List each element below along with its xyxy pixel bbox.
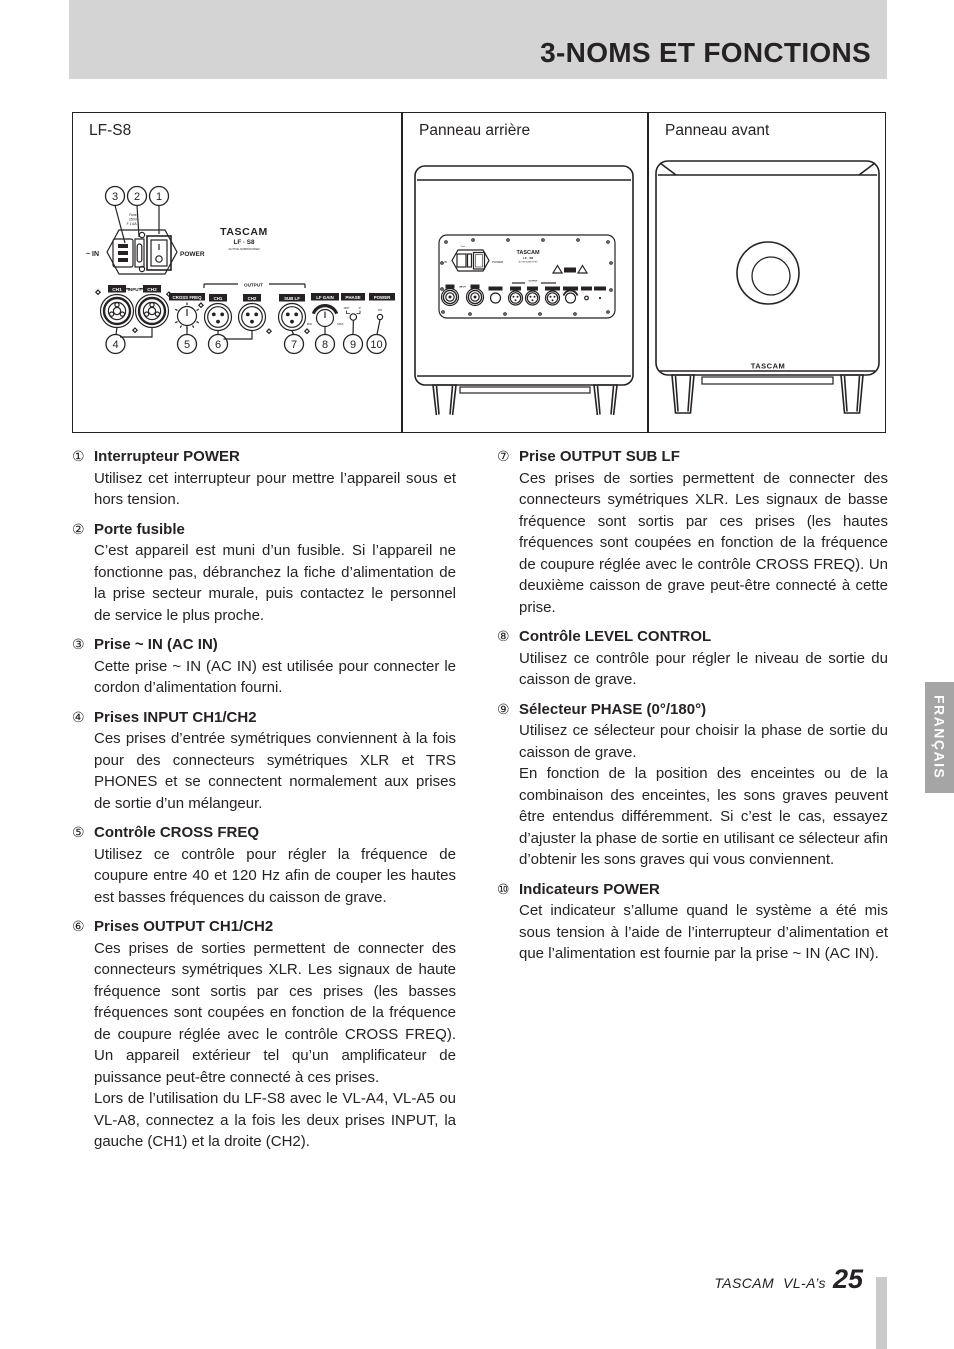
footer-product: VL-A’s — [783, 1275, 826, 1291]
item-number: ③ — [72, 636, 85, 652]
figure-section-label: LF-S8 — [89, 122, 132, 139]
svg-text:TASCAM: TASCAM — [516, 250, 540, 256]
item-paragraph: Cet indicateur s’allume quand le système a été mis sous tension à l’aide de l’interrupteur d’alimentation et que l’alimentation est fournie par la prise ~ IN (AC IN). — [519, 902, 888, 962]
item-title: Prise ~ IN (AC IN) — [94, 636, 218, 653]
item-paragraph: C’est appareil est muni d’un fusible. Si l’appareil ne fonctionne pas, débranchez la fiche d’alimentation de la prise secteur murale, puis contactez le personnel de service le plus proche. — [94, 542, 456, 624]
svg-text:MAX: MAX — [337, 322, 344, 326]
callout-8 — [316, 335, 335, 354]
diagram-connector-panel — [73, 131, 401, 433]
svg-text:CH1: CH1 — [112, 287, 122, 293]
diagram-rear-view — [403, 113, 647, 415]
figure-section-label: Panneau avant — [665, 122, 770, 139]
ac-in-label: ~ IN — [86, 251, 100, 258]
svg-text:5: 5 — [183, 339, 191, 351]
item-paragraph: Cette prise ~ IN (AC IN) est utilisée pour connecter le cordon d’alimentation fourni. — [94, 657, 456, 696]
front-tascam-logo: TASCAM — [750, 361, 786, 371]
item-title: Porte fusible — [94, 520, 185, 538]
footer-corner-bar — [876, 1277, 887, 1349]
item-paragraph: Ces prises de sorties permettent de connecter des connecteurs symétriques XLR. Les signaux de haute fréquence sont sortis par ces prises (les basses fréquences sont coupées en fonction de la fréquence de coupure réglée avec le contrôle CROSS FREQ). Un appareil extérieur tel qu’un amplificateur de puissance peut-être connecté à ces prises. — [94, 939, 456, 1086]
svg-text:3: 3 — [111, 191, 119, 203]
svg-text:LF · S8: LF · S8 — [233, 239, 255, 246]
function-item — [72, 634, 456, 699]
svg-text:8: 8 — [321, 339, 329, 351]
item-number: ④ — [72, 708, 85, 725]
figure-box — [72, 112, 886, 433]
input-jack-ch1 — [101, 295, 134, 328]
figure-section-rear-panel — [403, 113, 647, 432]
callout-6 — [209, 335, 228, 354]
item-title: Indicateurs POWER — [519, 880, 660, 898]
bottom-port-slot — [460, 387, 590, 393]
chapter-header-bar — [69, 0, 887, 79]
speaker-port — [737, 242, 799, 304]
item-title: Contrôle LEVEL CONTROL — [519, 628, 712, 645]
svg-text:LF · S8: LF · S8 — [522, 256, 534, 260]
svg-text:POWER: POWER — [373, 294, 391, 300]
power-indicator — [369, 293, 395, 320]
item-title: Prises OUTPUT CH1/CH2 — [94, 918, 274, 935]
function-item — [72, 519, 456, 627]
power-label: POWER — [180, 251, 205, 258]
warning-label — [553, 266, 587, 274]
page-footer — [500, 1264, 863, 1295]
svg-text:~ IN: ~ IN — [441, 260, 447, 264]
item-paragraph: Lors de l’utilisation du LF-S8 avec le VL-A4, VL-A5 ou VL-A8, connectez a la fois les deux prises INPUT, la gauche (CH1) et la droite (CH2). — [94, 1090, 456, 1150]
svg-text:PHASE: PHASE — [345, 294, 361, 300]
callout-5 — [178, 335, 197, 354]
svg-text:CH2: CH2 — [247, 295, 257, 301]
cabinet-feet-front — [672, 375, 863, 413]
item-paragraph: En fonction de la position des enceintes ou de la combinaison des enceintes, les sons graves peuvent être entendus différemment. Si c’est le cas, essayez d’ajuster la phase de sortie en utilisant ce sélecteur afin d’obtenir les sons graves qui vous conviennent. — [519, 765, 888, 868]
figure-section-lf-s8 — [73, 113, 401, 432]
function-item — [72, 446, 456, 511]
svg-text:TASCAM: TASCAM — [220, 226, 268, 238]
item-paragraph: Ces prises d’entrée symétriques conviennent à la fois pour des connecteurs symétriques XLR et TRS PHONES et se connectent normalement aux prises de sortie d’un mélangeur. — [94, 730, 456, 812]
diagram-front-view — [649, 113, 883, 415]
figure-section-label: Panneau arrière — [419, 122, 531, 139]
output-labels — [204, 283, 305, 302]
item-title: Sélecteur PHASE (0°/180°) — [519, 700, 707, 718]
svg-text:OUTPUT: OUTPUT — [528, 280, 538, 283]
footer-brand: TASCAM — [714, 1275, 775, 1291]
item-paragraph: Utilisez ce sélecteur pour choisir la phase de sortie du caisson de grave. — [519, 722, 888, 761]
ac-inlet-assembly — [107, 230, 177, 274]
item-paragraph: Utilisez ce contrôle pour régler le niveau de sortie du caisson de grave. — [519, 649, 888, 688]
output-jack-sub-lf — [279, 304, 306, 331]
cabinet-rear — [415, 166, 633, 385]
bottom-port-slot — [702, 377, 833, 384]
svg-text:250V: 250V — [129, 217, 137, 222]
svg-text:CROSS FREQ: CROSS FREQ — [172, 294, 202, 300]
svg-text:LF GAIN: LF GAIN — [316, 294, 334, 300]
cabinet-front — [656, 161, 879, 375]
item-paragraph: Utilisez cet interrupteur pour mettre l’appareil sous et hors tension. — [94, 469, 456, 508]
callout-7 — [285, 335, 304, 354]
svg-text:SUB LF: SUB LF — [284, 295, 300, 301]
callout-1 — [150, 187, 169, 206]
item-number: ⑥ — [72, 918, 85, 934]
item-number: ⑧ — [497, 628, 510, 644]
output-jack-ch1 — [205, 304, 232, 331]
svg-text:INPUT: INPUT — [127, 286, 142, 292]
mini-ac-inlet — [452, 250, 489, 271]
item-title: Prises INPUT CH1/CH2 — [94, 708, 257, 726]
item-number: ⑤ — [72, 824, 85, 840]
phase-selector — [341, 293, 365, 324]
page-number: 25 — [832, 1264, 863, 1294]
svg-text:Fuse: Fuse — [460, 246, 466, 248]
svg-text:7: 7 — [290, 339, 298, 351]
recessed-panel — [439, 235, 615, 318]
lf-gain-control — [307, 293, 344, 327]
svg-text:ON: ON — [377, 308, 383, 312]
text-column-left — [72, 446, 456, 1161]
svg-text:1: 1 — [155, 191, 163, 203]
item-title: Prise OUTPUT SUB LF — [519, 448, 680, 465]
function-item — [497, 446, 888, 618]
item-paragraph: Utilisez ce contrôle pour régler la fréquence de coupure entre 40 et 120 Hz afin de couper les hautes est basses fréquences du caisson de grave. — [94, 845, 456, 906]
input-labels — [108, 285, 161, 293]
item-title: Contrôle CROSS FREQ — [94, 824, 260, 841]
callout-2 — [128, 187, 147, 206]
svg-text:Fuse: Fuse — [129, 213, 137, 217]
svg-text:4: 4 — [112, 339, 119, 351]
output-jack-ch2 — [239, 304, 266, 331]
svg-text:ACTIVE SUBWOOFER: ACTIVE SUBWOOFER — [228, 247, 260, 251]
item-number: ⑩ — [497, 880, 510, 897]
svg-text:9: 9 — [349, 339, 357, 351]
item-number: ② — [72, 520, 85, 537]
svg-text:0°: 0° — [358, 306, 362, 310]
function-item — [72, 916, 456, 1153]
svg-text:10: 10 — [370, 339, 383, 351]
function-item — [497, 626, 888, 691]
function-item — [497, 879, 888, 965]
svg-text:6: 6 — [214, 339, 222, 351]
svg-text:POWER: POWER — [492, 260, 504, 264]
chapter-title: 3-NOMS ET FONCTIONS — [540, 37, 871, 68]
svg-text:F 1.6A L: F 1.6A L — [126, 222, 140, 226]
item-number: ⑦ — [497, 448, 510, 464]
callout-4 — [106, 335, 125, 354]
svg-text:INPUT: INPUT — [459, 286, 466, 289]
tascam-logo — [220, 226, 268, 251]
language-tab-francais: FRANÇAIS — [925, 682, 954, 793]
fuse-holder — [135, 239, 144, 267]
function-item — [72, 822, 456, 908]
item-number: ⑨ — [497, 700, 510, 717]
mini-tascam-logo — [516, 250, 540, 264]
function-item — [497, 699, 888, 871]
item-title: Interrupteur POWER — [94, 448, 240, 465]
cross-freq-control — [169, 293, 205, 330]
item-number: ① — [72, 448, 85, 464]
callout-9 — [344, 335, 363, 354]
svg-text:ACTIVE SUBWOOFER: ACTIVE SUBWOOFER — [518, 261, 538, 264]
text-column-right — [497, 446, 888, 973]
svg-text:MIN: MIN — [306, 322, 313, 326]
item-paragraph: Ces prises de sorties permettent de connecter des connecteurs symétriques XLR. Les signaux de basse fréquence sont sortis par ces prises (les hautes fréquences sont coupées en fonction de la fréquence de coupure réglée avec le contrôle CROSS FREQ). Un deuxième caisson de grave peut-être connecté à cette prise. — [519, 469, 888, 616]
figure-section-front-panel — [649, 113, 884, 432]
input-jack-ch2 — [136, 295, 169, 328]
svg-text:CH2: CH2 — [147, 287, 157, 293]
callout-3 — [106, 187, 125, 206]
svg-text:2: 2 — [133, 191, 141, 203]
svg-text:CH1: CH1 — [213, 295, 223, 301]
svg-text:OUTPUT: OUTPUT — [244, 282, 263, 288]
callout-10 — [367, 335, 386, 354]
svg-text:180°: 180° — [343, 306, 350, 310]
function-item — [72, 707, 456, 815]
